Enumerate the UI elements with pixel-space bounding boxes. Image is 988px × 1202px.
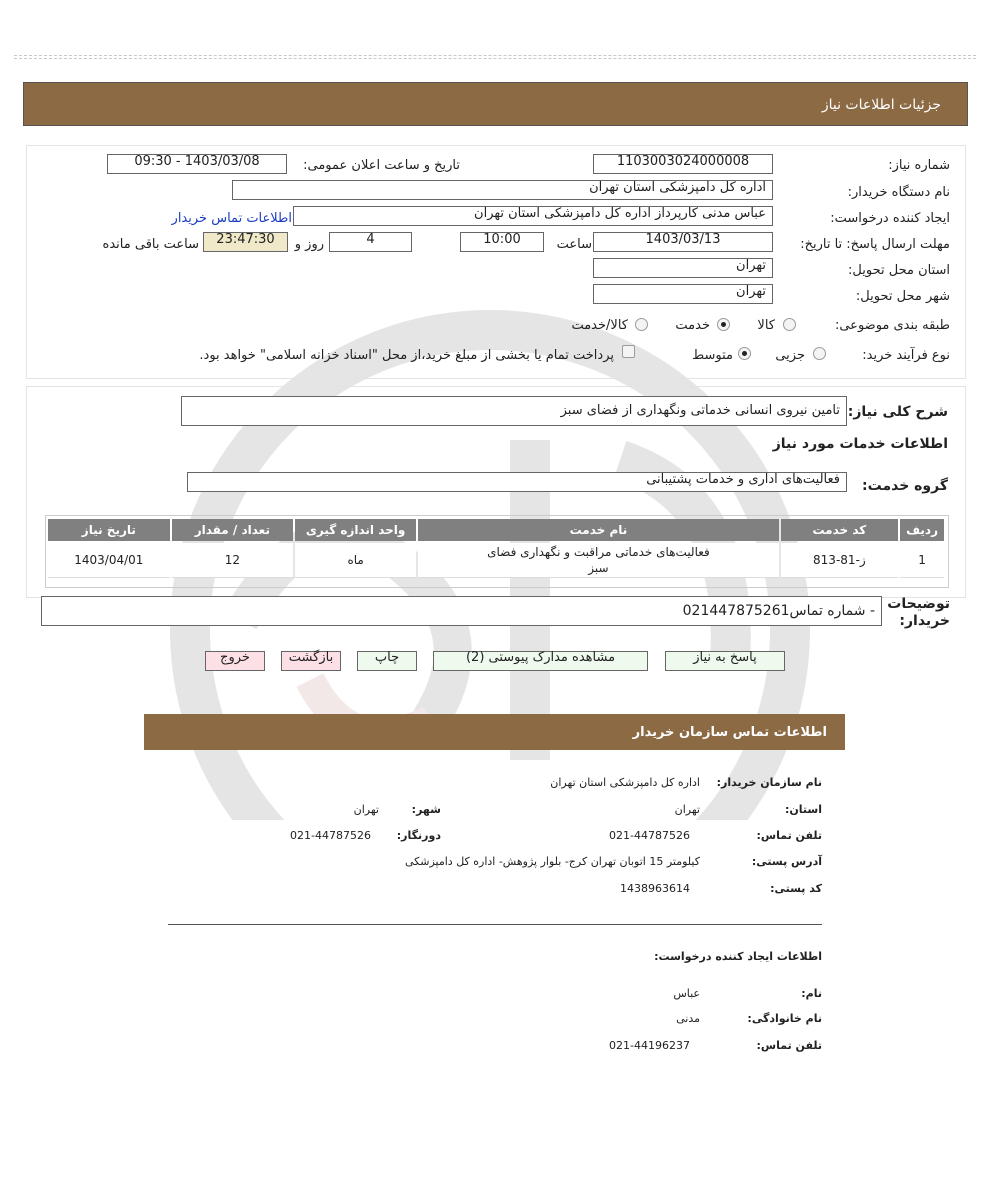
row-qty: 12 xyxy=(172,543,293,578)
province-field: تهران xyxy=(593,258,773,278)
col-date-header: تاریخ نیاز xyxy=(48,519,170,541)
creator-field: عباس مدنی کارپرداز اداره کل دامپزشکی استان تهران xyxy=(293,206,773,226)
notes-label: توضیحات خریدار: xyxy=(887,596,950,629)
view-documents-button[interactable]: مشاهده مدارک پیوستی (2) xyxy=(433,651,648,671)
process-label: نوع فرآیند خرید: xyxy=(862,348,950,363)
exit-button[interactable]: خروج xyxy=(205,651,265,671)
contact-city-label: شهر: xyxy=(411,803,441,816)
days-field: 4 xyxy=(329,232,412,252)
contact-fax-value: 021-44787526 xyxy=(290,829,371,842)
category-label: طبقه بندی موضوعی: xyxy=(834,318,950,333)
days-label: روز و xyxy=(294,237,324,252)
creator-phone-label: تلفن تماس: xyxy=(756,1039,822,1052)
announce-field: 1403/03/08 - 09:30 xyxy=(107,154,287,174)
col-code-header: کد خدمت xyxy=(781,519,899,541)
table-row xyxy=(48,543,944,578)
category-option-goods: کالا xyxy=(757,318,775,333)
notes-field: - شماره تماس021447875261 xyxy=(41,596,882,626)
contact-province-label: استان: xyxy=(785,803,822,816)
contact-province-value: تهران xyxy=(674,803,700,816)
top-divider xyxy=(14,55,976,56)
services-heading: اطلاعات خدمات مورد نیاز xyxy=(772,436,948,452)
services-table xyxy=(46,517,946,580)
group-field: فعالیت‌های اداری و خدمات پشتیبانی xyxy=(187,472,847,492)
col-unit-header: واحد اندازه گیری xyxy=(295,519,416,541)
contact-phone-label: تلفن تماس: xyxy=(756,829,822,842)
category-option-both: کالا/خدمت xyxy=(571,318,628,333)
need-number-label: شماره نیاز: xyxy=(888,158,950,173)
buyer-contact-link[interactable]: اطلاعات تماس خریدار xyxy=(171,211,292,226)
col-qty-header: تعداد / مقدار xyxy=(172,519,293,541)
contact-city-value: تهران xyxy=(353,803,379,816)
contact-address-value: کیلومتر 15 اتوبان تهران کرج- بلوار پژوهش- اداره کل دامپزشکی xyxy=(405,855,700,868)
category-option-service: خدمت xyxy=(675,318,710,333)
contact-org-value: اداره کل دامپزشکی استان تهران xyxy=(550,776,700,789)
group-label: گروه خدمت: xyxy=(862,478,948,494)
remaining-time-field: 23:47:30 xyxy=(203,232,288,252)
top-divider-2 xyxy=(14,58,976,59)
buyer-org-field: اداره کل دامپزشکی استان تهران xyxy=(232,180,773,200)
category-radio-service[interactable] xyxy=(717,318,730,331)
row-date: 1403/04/01 xyxy=(48,543,170,578)
deadline-time-field: 10:00 xyxy=(460,232,544,252)
print-button[interactable]: چاپ xyxy=(357,651,417,671)
contact-banner xyxy=(144,714,845,750)
contact-address-label: آدرس پستی: xyxy=(751,855,822,868)
creator-family-label: نام خانوادگی: xyxy=(747,1012,822,1025)
deadline-date-field: 1403/03/13 xyxy=(593,232,773,252)
reply-button[interactable]: پاسخ به نیاز xyxy=(665,651,785,671)
deadline-label: مهلت ارسال پاسخ: تا تاریخ: xyxy=(800,237,950,252)
contact-org-label: نام سازمان خریدار: xyxy=(716,776,822,789)
row-unit: ماه xyxy=(295,543,416,578)
contact-phone-value: 021-44787526 xyxy=(609,829,690,842)
announce-label: تاریخ و ساعت اعلان عمومی: xyxy=(303,158,460,173)
row-service-name: فعالیت‌های خدماتی مراقبت و نگهداری فضای سبز xyxy=(418,543,778,578)
header-banner xyxy=(23,82,968,126)
treasury-payment-checkbox[interactable] xyxy=(622,345,635,358)
process-radio-medium[interactable] xyxy=(738,347,751,360)
creator-family-value: مدنی xyxy=(676,1012,700,1025)
city-label: شهر محل تحویل: xyxy=(855,289,950,304)
process-option-medium: متوسط xyxy=(692,348,733,363)
contact-postal-label: کد پستی: xyxy=(770,882,822,895)
col-name-header: نام خدمت xyxy=(418,519,778,541)
summary-label: شرح کلی نیاز: xyxy=(847,404,948,420)
need-number-field: 1103003024000008 xyxy=(593,154,773,174)
payment-note: پرداخت تمام یا بخشی از مبلغ خرید،از محل "اسناد خزانه اسلامی" خواهد بود. xyxy=(199,348,614,363)
page-title: جزئیات اطلاعات نیاز xyxy=(821,97,941,113)
buyer-org-label: نام دستگاه خریدار: xyxy=(847,185,950,200)
row-code: ز-81-813 xyxy=(781,543,899,578)
process-option-minor: جزیی xyxy=(775,348,805,363)
back-button[interactable]: بازگشت xyxy=(281,651,341,671)
category-radio-both[interactable] xyxy=(635,318,648,331)
deadline-time-label: ساعت xyxy=(556,237,592,252)
province-label: استان محل تحویل: xyxy=(848,263,950,278)
summary-field: تامین نیروی انسانی خدماتی ونگهداری از فضای سبز xyxy=(181,396,847,426)
col-index-header: ردیف xyxy=(900,519,944,541)
process-radio-minor[interactable] xyxy=(813,347,826,360)
contact-title: اطلاعات تماس سازمان خریدار xyxy=(632,725,827,740)
table-header-row xyxy=(48,519,944,541)
contact-divider xyxy=(168,924,822,925)
contact-fax-label: دورنگار: xyxy=(396,829,441,842)
category-radio-goods[interactable] xyxy=(783,318,796,331)
creator-info-heading: اطلاعات ایجاد کننده درخواست: xyxy=(654,950,822,963)
creator-label: ایجاد کننده درخواست: xyxy=(830,211,950,226)
remaining-label: ساعت باقی مانده xyxy=(102,237,199,252)
creator-name-value: عباس xyxy=(673,987,700,1000)
creator-name-label: نام: xyxy=(801,987,822,1000)
contact-postal-value: 1438963614 xyxy=(620,882,690,895)
city-field: تهران xyxy=(593,284,773,304)
creator-phone-value: 021-44196237 xyxy=(609,1039,690,1052)
row-index: 1 xyxy=(900,543,944,578)
